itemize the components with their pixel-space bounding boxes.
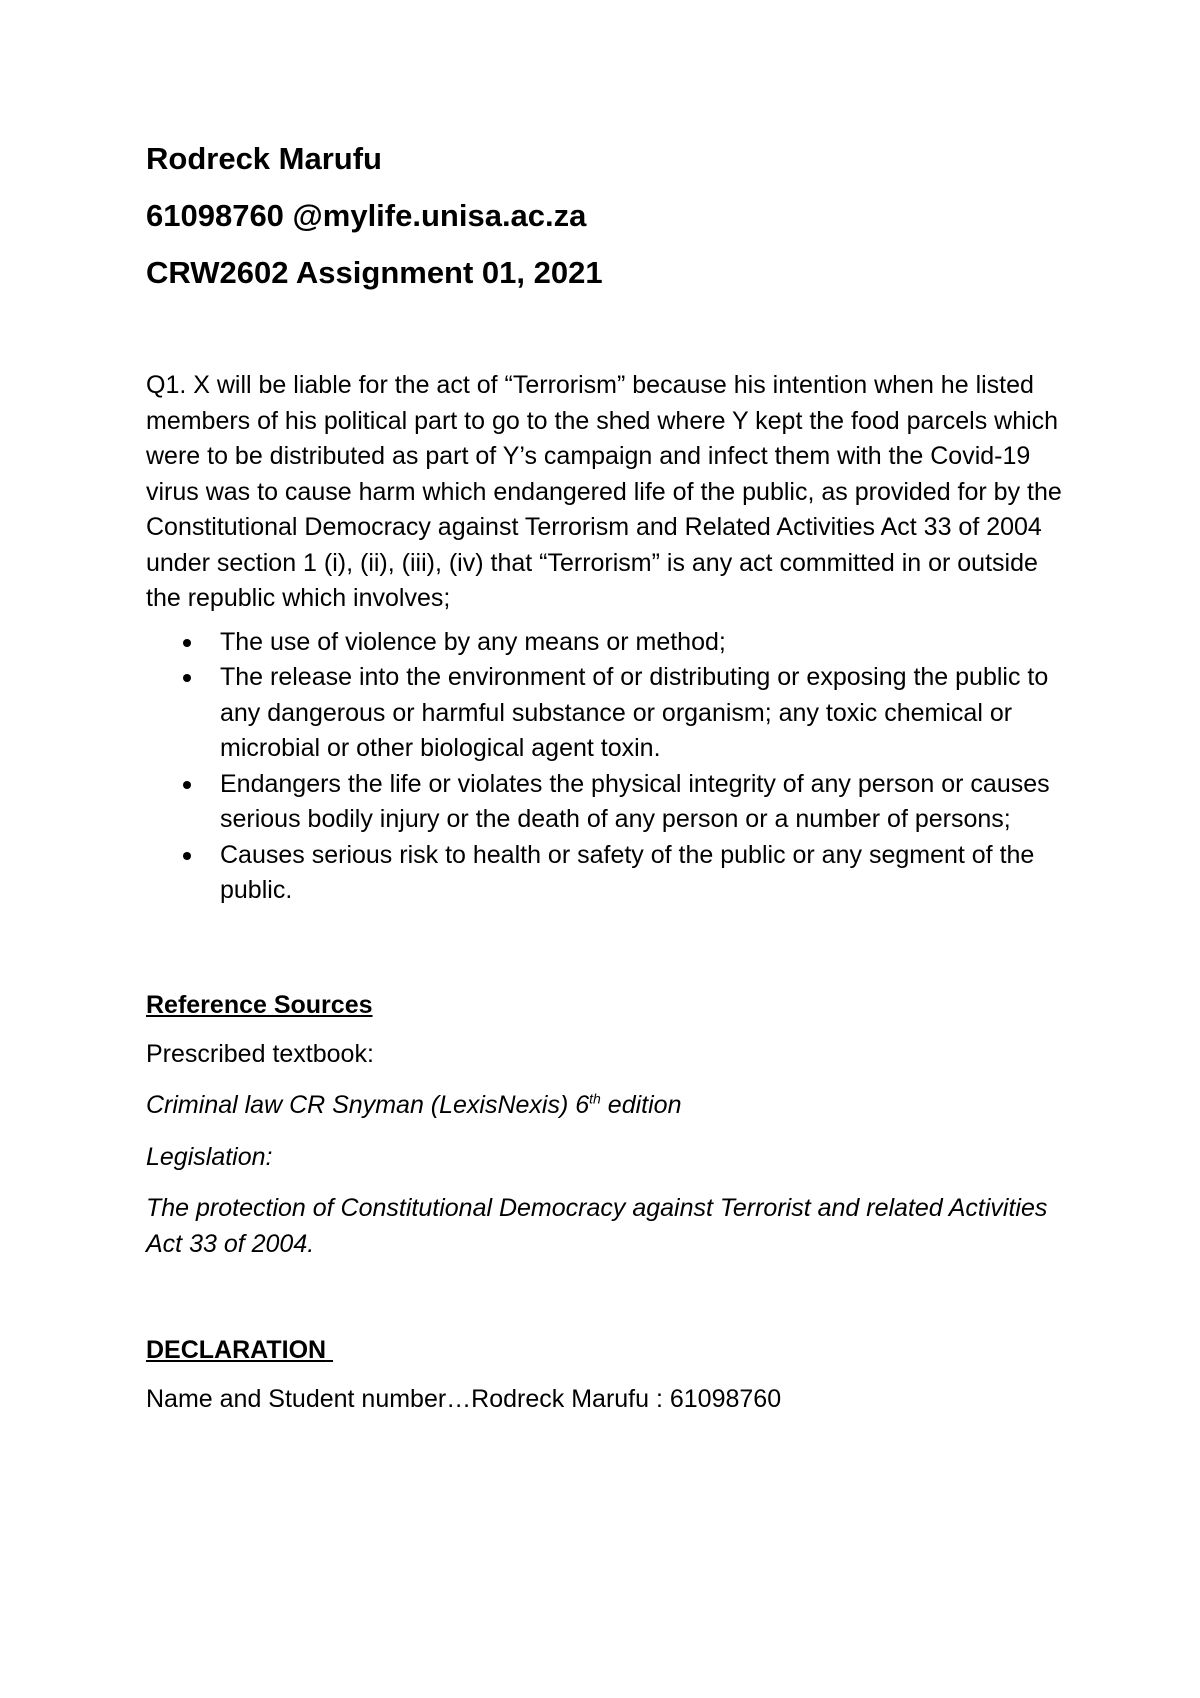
list-item-text: Causes serious risk to health or safety of the public or any segment of the public. [220, 840, 1035, 904]
list-item [146, 625, 1076, 661]
answer-bullet-list [146, 625, 1076, 909]
list-item-text: The release into the environment of or distributing or exposing the public to any dangerous or harmful substance or organism; any toxic chemical or microbial or other biological agent toxin. [220, 663, 1049, 762]
list-item [146, 660, 1076, 767]
textbook-title: Criminal law CR Snyman (LexisNexis) 6 [146, 1091, 590, 1119]
bullet-icon [183, 852, 191, 860]
list-item [146, 767, 1076, 838]
edition-superscript: th [589, 1090, 601, 1107]
legislation-label: Legislation: [146, 1142, 273, 1171]
list-item-text: The use of violence by any means or method; [220, 627, 726, 656]
bullet-icon [183, 781, 191, 789]
author-name: Rodreck Marufu [146, 141, 382, 176]
author-email: 61098760 @mylife.unisa.ac.za [146, 198, 587, 233]
textbook-suffix: edition [600, 1091, 682, 1119]
legislation-citation: The protection of Constitutional Democracy against Terrorist and related Activities Act 33 of 2004. [146, 1194, 1048, 1258]
textbook-citation [146, 1088, 1076, 1124]
declaration-heading [146, 1334, 1076, 1366]
declaration-heading-text: DECLARATION [146, 1336, 327, 1364]
assignment-title: CRW2602 Assignment 01, 2021 [146, 255, 603, 290]
bullet-icon [183, 674, 191, 682]
references-heading: Reference Sources [146, 990, 373, 1019]
list-item-text: Endangers the life or violates the physical integrity of any person or causes serious bodily injury or the death of any person or a number of persons; [220, 769, 1050, 833]
document-content [146, 140, 1076, 1418]
answer-paragraph: Q1. X will be liable for the act of “Terrorism” because his intention when he listed members of his political part to go to the shed where Y kept the food parcels which were to be distributed as part of Y’s campaign and infect them with the Covid-19 virus was to cause harm which endangered life of the public, as provided for by the Constitutional Democracy against Terrorism and Related Activities Act 33 of 2004 under section 1 (i), (ii), (iii), (iv) that “Terrorism” is any act committed in or outside the republic which involves; [146, 371, 1062, 612]
bullet-icon [183, 639, 191, 647]
list-item [146, 838, 1076, 909]
declaration-name-line: Name and Student number…Rodreck Marufu : 61098760 [146, 1385, 782, 1413]
textbook-label: Prescribed textbook: [146, 1039, 374, 1068]
